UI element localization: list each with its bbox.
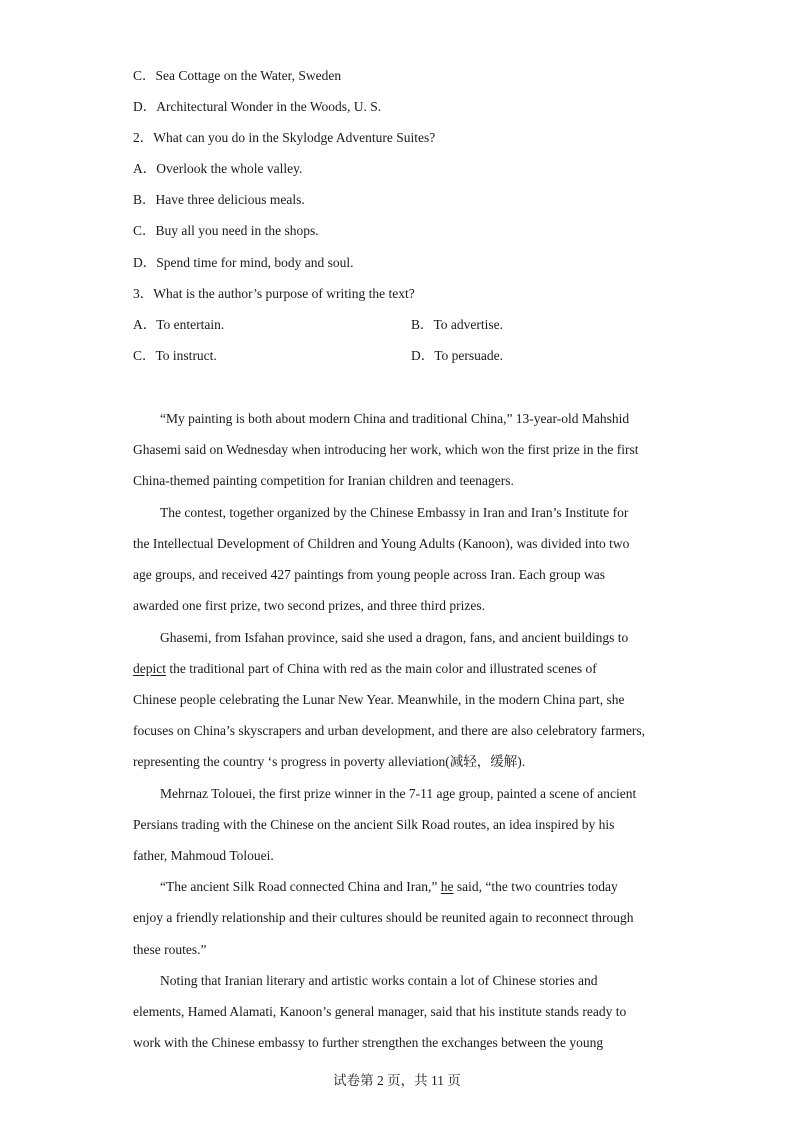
passage-p3-line3: Chinese people celebrating the Lunar New Year. Meanwhile, in the modern China part, she xyxy=(133,692,625,707)
passage-p2-line4: awarded one first prize, two second prizes, and three third prizes. xyxy=(133,598,485,613)
passage-p3-line1: Ghasemi, from Isfahan province, said she used a dragon, fans, and ancient buildings to xyxy=(160,630,629,645)
underlined-word-depict: depict xyxy=(133,661,166,676)
q2-option-a: A．Overlook the whole valley. xyxy=(133,161,303,176)
passage-p5-line3: these routes.” xyxy=(133,942,207,957)
passage-p4-line1: Mehrnaz Tolouei, the first prize winner in the 7-11 age group, painted a scene of ancient xyxy=(160,786,637,801)
q2-stem: 2．What can you do in the Skylodge Adventure Suites? xyxy=(133,130,436,145)
passage-p6-line2: elements, Hamed Alamati, Kanoon’s general manager, said that his institute stands ready to xyxy=(133,1004,627,1019)
passage-p5-line2: enjoy a friendly relationship and their cultures should be reunited again to reconnect through xyxy=(133,910,634,925)
passage-p5-line1-before: “The ancient Silk Road connected China and Iran,” xyxy=(160,879,441,894)
q2-option-c: C．Buy all you need in the shops. xyxy=(133,223,319,238)
q1-option-d: D．Architectural Wonder in the Woods, U. S. xyxy=(133,99,382,114)
passage-p1-line2: Ghasemi said on Wednesday when introducing her work, which won the first prize in the first xyxy=(133,442,639,457)
passage-p3-line5: representing the country ‘s progress in poverty alleviation(减轻，缓解). xyxy=(133,754,526,769)
q3-stem: 3．What is the author’s purpose of writing the text? xyxy=(133,286,415,301)
q2-option-d: D．Spend time for mind, body and soul. xyxy=(133,255,354,270)
underlined-word-he: he xyxy=(440,879,454,894)
q3-option-d: D．To persuade. xyxy=(411,348,504,363)
q2-option-b: B．Have three delicious meals. xyxy=(133,192,305,207)
passage-p1-line1: “My painting is both about modern China and traditional China,” 13-year-old Mahshid xyxy=(160,411,630,426)
passage-p5-line1 xyxy=(160,878,618,896)
q3-option-a: A．To entertain. xyxy=(133,317,225,332)
passage-p6-line1: Noting that Iranian literary and artistic works contain a lot of Chinese stories and xyxy=(160,973,598,988)
passage-p2-line2: the Intellectual Development of Children and Young Adults (Kanoon), was divided into two xyxy=(133,536,630,551)
q3-option-c: C．To instruct. xyxy=(133,348,217,363)
passage-p3-line4: focuses on China’s skyscrapers and urban development, and there are also celebratory farmers, xyxy=(133,723,646,738)
passage-p2-line1: The contest, together organized by the Chinese Embassy in Iran and Iran’s Institute for xyxy=(160,505,629,520)
passage-p1-line3: China-themed painting competition for Iranian children and teenagers. xyxy=(133,473,514,488)
passage-p6-line3: work with the Chinese embassy to further strengthen the exchanges between the young xyxy=(133,1035,604,1050)
q1-option-c: C．Sea Cottage on the Water, Sweden xyxy=(133,68,342,83)
passage-p2-line3: age groups, and received 427 paintings from young people across Iran. Each group was xyxy=(133,567,605,582)
q3-option-b: B．To advertise. xyxy=(411,317,504,332)
page-footer: 试卷第 2 页，共 11 页 xyxy=(333,1073,461,1088)
passage-p4-line3: father, Mahmoud Tolouei. xyxy=(133,848,274,863)
passage-p5-line1-after: said, “the two countries today xyxy=(453,879,618,894)
passage-p4-line2: Persians trading with the Chinese on the ancient Silk Road routes, an idea inspired by his xyxy=(133,817,615,832)
passage-p3-line2 xyxy=(133,660,597,678)
passage-p3-line2-rest: the traditional part of China with red as the main color and illustrated scenes of xyxy=(166,661,597,676)
